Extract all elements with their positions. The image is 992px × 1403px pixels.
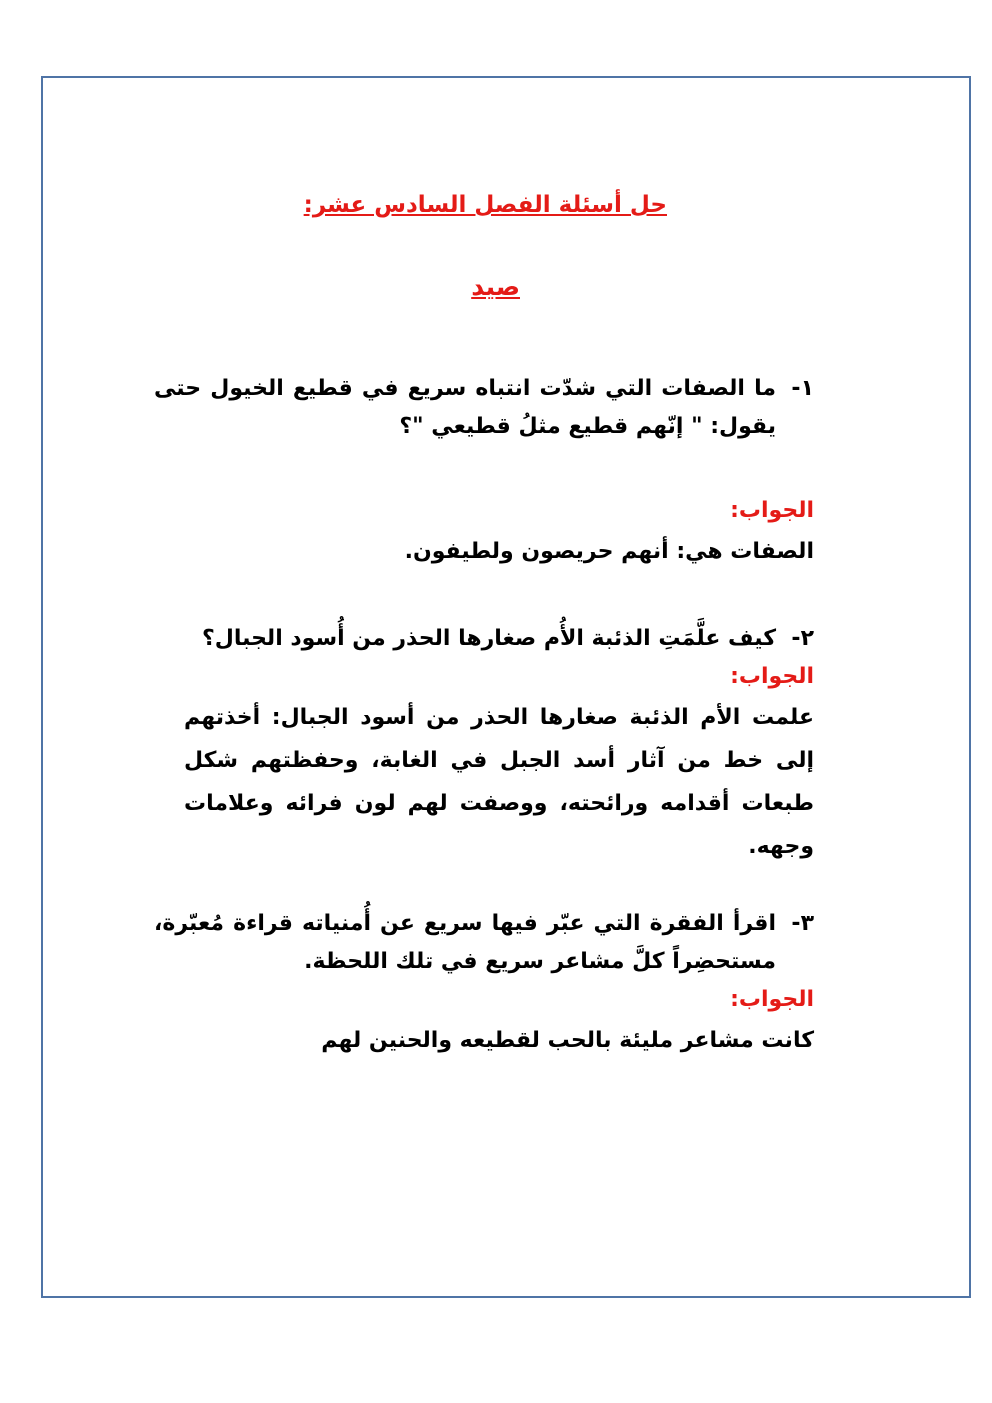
question-block-2 (154, 620, 814, 868)
question-block-3 (154, 905, 814, 1062)
answer-text: الصفات هي: أنهم حريصون ولطيفون. (404, 539, 814, 564)
question-text: اقرأ الفقرة التي عبّر فيها سريع عن أُمنياته قراءة مُعبّرة، مستحضِراً كلَّ مشاعر سريع في تلك اللحظة. (154, 911, 776, 974)
question-number: ٣- (791, 911, 814, 936)
question-number: ٢- (791, 626, 814, 651)
question-block-1 (154, 370, 814, 573)
question-1 (154, 370, 814, 446)
answer-text: علمت الأم الذئبة صغارها الحذر من أسود الجبال: أخذتهم إلى خط من آثار أسد الجبل في الغابة، وحفظتهم شكل طبعات أقدامه ورائحته، ووصفت لهم لون فرائه وعلامات وجهه. (184, 705, 814, 859)
question-text: كيف علَّمَتِ الذئبة الأُم صغارها الحذر من أُسود الجبال؟ (201, 626, 776, 651)
question-number: ١- (791, 376, 814, 401)
answer-label: الجواب: (730, 987, 814, 1012)
page-title: حل أسئلة الفصل السادس عشر: (303, 192, 667, 218)
question-3 (154, 905, 814, 981)
answer-label: الجواب: (730, 498, 814, 523)
answer-text: كانت مشاعر مليئة بالحب لقطيعه والحنين لهم (321, 1028, 814, 1053)
answer-label: الجواب: (730, 664, 814, 689)
chapter-subtitle: صيد (471, 272, 520, 301)
question-2 (154, 620, 814, 658)
question-text: ما الصفات التي شدّت انتباه سريع في قطيع الخيول حتى يقول: " إنّهم قطيع مثلُ قطيعي "؟ (154, 376, 776, 439)
